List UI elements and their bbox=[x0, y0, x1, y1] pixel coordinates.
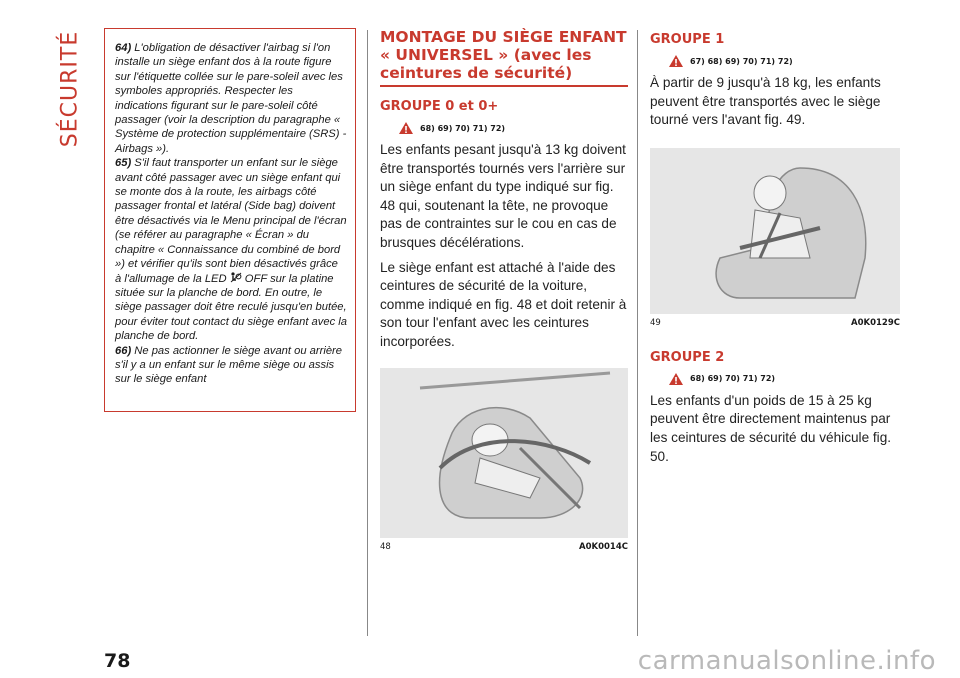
figure-caption bbox=[650, 318, 900, 328]
note-64 bbox=[115, 41, 347, 156]
warning-triangle-icon bbox=[668, 54, 684, 68]
column-divider bbox=[637, 30, 638, 636]
figure-number: 48 bbox=[380, 541, 391, 552]
paragraph: Les enfants pesant jusqu'à 13 kg doivent être transportés tournés vers l'arrière sur un siège enfant du type indiqué sur fig. 48 qui, soutenant la tête, ne provoque pas de contraintes sur le cou en cas de brusques décélérations. bbox=[380, 142, 626, 250]
warnings-box bbox=[104, 28, 356, 412]
paragraph: Les enfants d'un poids de 15 à 25 kg peuvent être directement maintenus par les ceintures de sécurité du véhicule fig. 50. bbox=[650, 392, 892, 464]
warning-refs-text: 67) 68) 69) 70) 71) 72) bbox=[690, 56, 793, 66]
warning-triangle-icon bbox=[398, 121, 414, 135]
section-title: MONTAGE DU SIÈGE ENFANT « UNIVERSEL » (avec les ceintures de sécurité) bbox=[380, 28, 627, 82]
page-number: 78 bbox=[104, 650, 131, 672]
group-1-title: GROUPE 1 bbox=[650, 32, 725, 47]
note-number: 65) bbox=[115, 157, 132, 170]
figure-code: A0K0014C bbox=[579, 541, 628, 552]
group-0-title: GROUPE 0 et 0+ bbox=[380, 99, 499, 114]
airbag-off-icon bbox=[230, 272, 242, 283]
note-text: L'obligation de désactiver l'airbag si l'on installe un siège enfant dos à la route figure sur l'étiquette collée sur le pare-soleil avec les symboles appropriés. Respecter les indications figurant sur le pare-soleil côté passager (voir la description du paragraphe « Système de protection supplémentaire (SRS) - Airbags »). bbox=[115, 42, 347, 155]
note-65 bbox=[115, 156, 347, 343]
note-number: 64) bbox=[115, 42, 132, 54]
paragraph: À partir de 9 jusqu'à 18 kg, les enfants peuvent être transportés avec le siège tourné vers l'avant fig. 49. bbox=[650, 75, 881, 128]
figure-number: 49 bbox=[650, 317, 661, 328]
rear-facing-seat-illustration bbox=[380, 368, 628, 538]
warning-triangle-icon bbox=[668, 372, 684, 386]
column-divider bbox=[367, 30, 368, 636]
column-universal-seat bbox=[380, 28, 628, 552]
warning-references bbox=[398, 121, 628, 135]
figure-49-forward-facing-seat bbox=[650, 148, 900, 314]
section-label bbox=[50, 24, 90, 154]
note-text: Ne pas actionner le siège avant ou arrière s'il y a un enfant sur le même siège ou assis sur le siège enfant bbox=[115, 344, 342, 386]
group-2-title: GROUPE 2 bbox=[650, 349, 725, 365]
figure-caption bbox=[380, 542, 628, 552]
warning-refs-text: 68) 69) 70) 71) 72) bbox=[690, 374, 776, 384]
title-underline bbox=[380, 85, 628, 87]
column-groups-1-2 bbox=[650, 28, 900, 466]
paragraph: Le siège enfant est attaché à l'aide des ceintures de sécurité de la voiture, comme indiqué en fig. 48 et doit retenir à son tour l'enfant avec les ceintures incorporées. bbox=[380, 259, 627, 349]
warning-refs-text: 68) 69) 70) 71) 72) bbox=[420, 123, 506, 133]
warning-references bbox=[668, 372, 900, 386]
note-text: OFF sur la platine située sur la planche de bord. En outre, le siège passager doit être reculé jusqu'en butée, pour éviter tout contact du siège enfant avec la planche de bord. bbox=[115, 272, 347, 343]
note-text: S'il faut transporter un enfant sur le siège avant côté passager avec un siège enfant qui se monte dos à la route, les airbags côté passager frontal et latéral (Side bag) doivent être désactivés via le Menu principal de l'écran (se référer au paragraphe « Écran » du chapitre « Connaissance du combiné de bord ») et vérifier qu'ils sont bien désactivés grâce à l'allumage de la LED bbox=[115, 157, 347, 285]
forward-facing-seat-illustration bbox=[650, 148, 900, 314]
section-label-text: SÉCURITÉ bbox=[57, 30, 83, 148]
figure-code: A0K0129C bbox=[851, 317, 900, 328]
note-66 bbox=[115, 344, 347, 387]
note-number: 66) bbox=[115, 344, 132, 357]
warning-references bbox=[668, 54, 900, 68]
watermark: carmanualsonline.info bbox=[637, 646, 936, 676]
figure-48-rear-facing-seat bbox=[380, 368, 628, 538]
